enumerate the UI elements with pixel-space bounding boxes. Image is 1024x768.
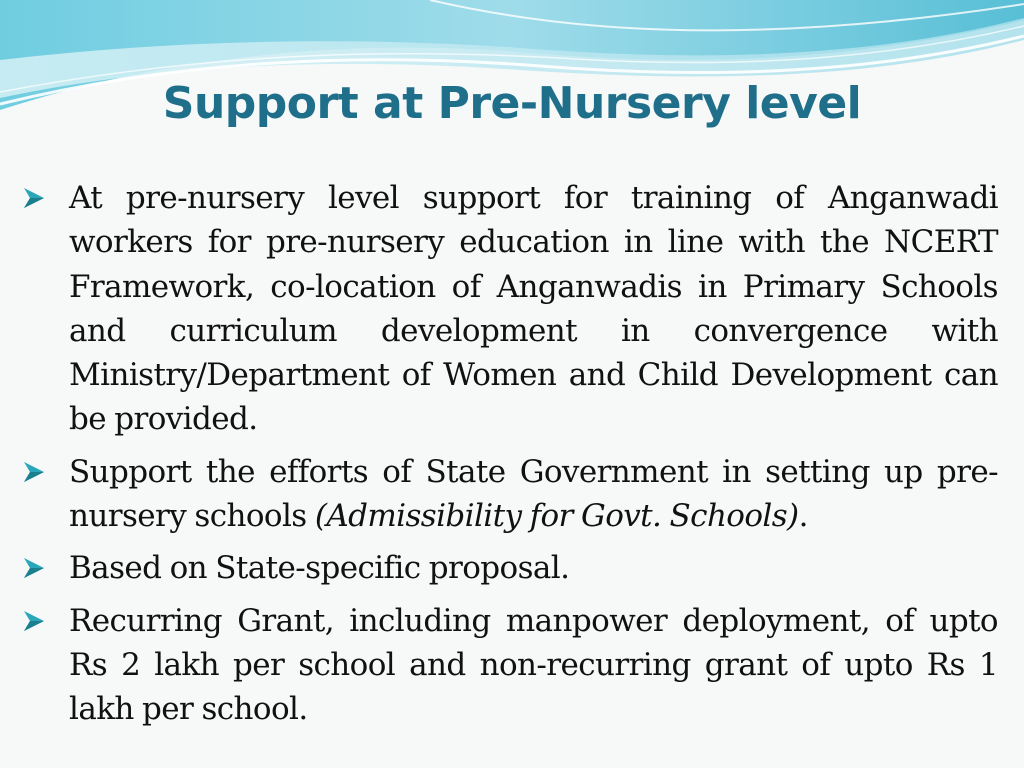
list-item bbox=[22, 599, 998, 732]
bullet-text-suffix: . bbox=[798, 498, 808, 535]
bullet-text: Recurring Grant, including manpower deployment, of upto Rs 2 lakh per school and non-recurring grant of upto Rs 1 lakh per school. bbox=[69, 602, 998, 728]
bullet-list bbox=[22, 176, 998, 740]
arrow-bullet-icon bbox=[22, 546, 69, 590]
bullet-text bbox=[69, 450, 998, 539]
bullet-text-italic: (Admissibility for Govt. Schools) bbox=[314, 498, 799, 535]
slide-title: Support at Pre-Nursery level bbox=[162, 78, 862, 129]
bullet-text: Based on State-specific proposal. bbox=[69, 550, 570, 587]
list-item bbox=[22, 450, 998, 539]
list-item bbox=[22, 176, 998, 442]
arrow-bullet-icon bbox=[22, 450, 69, 494]
arrow-bullet-icon bbox=[22, 599, 69, 643]
bullet-text-main: Support the efforts of State Government in setting up pre-nursery schools bbox=[69, 453, 998, 535]
arrow-bullet-icon bbox=[22, 176, 69, 220]
bullet-text: At pre-nursery level support for training of Anganwadi workers for pre-nursery education in line with the NCERT Framework, co-location of Anganwadis in Primary Schools and curriculum development in convergence with Ministry/Department of Women and Child Development can be provided. bbox=[69, 180, 998, 438]
list-item bbox=[22, 546, 998, 590]
